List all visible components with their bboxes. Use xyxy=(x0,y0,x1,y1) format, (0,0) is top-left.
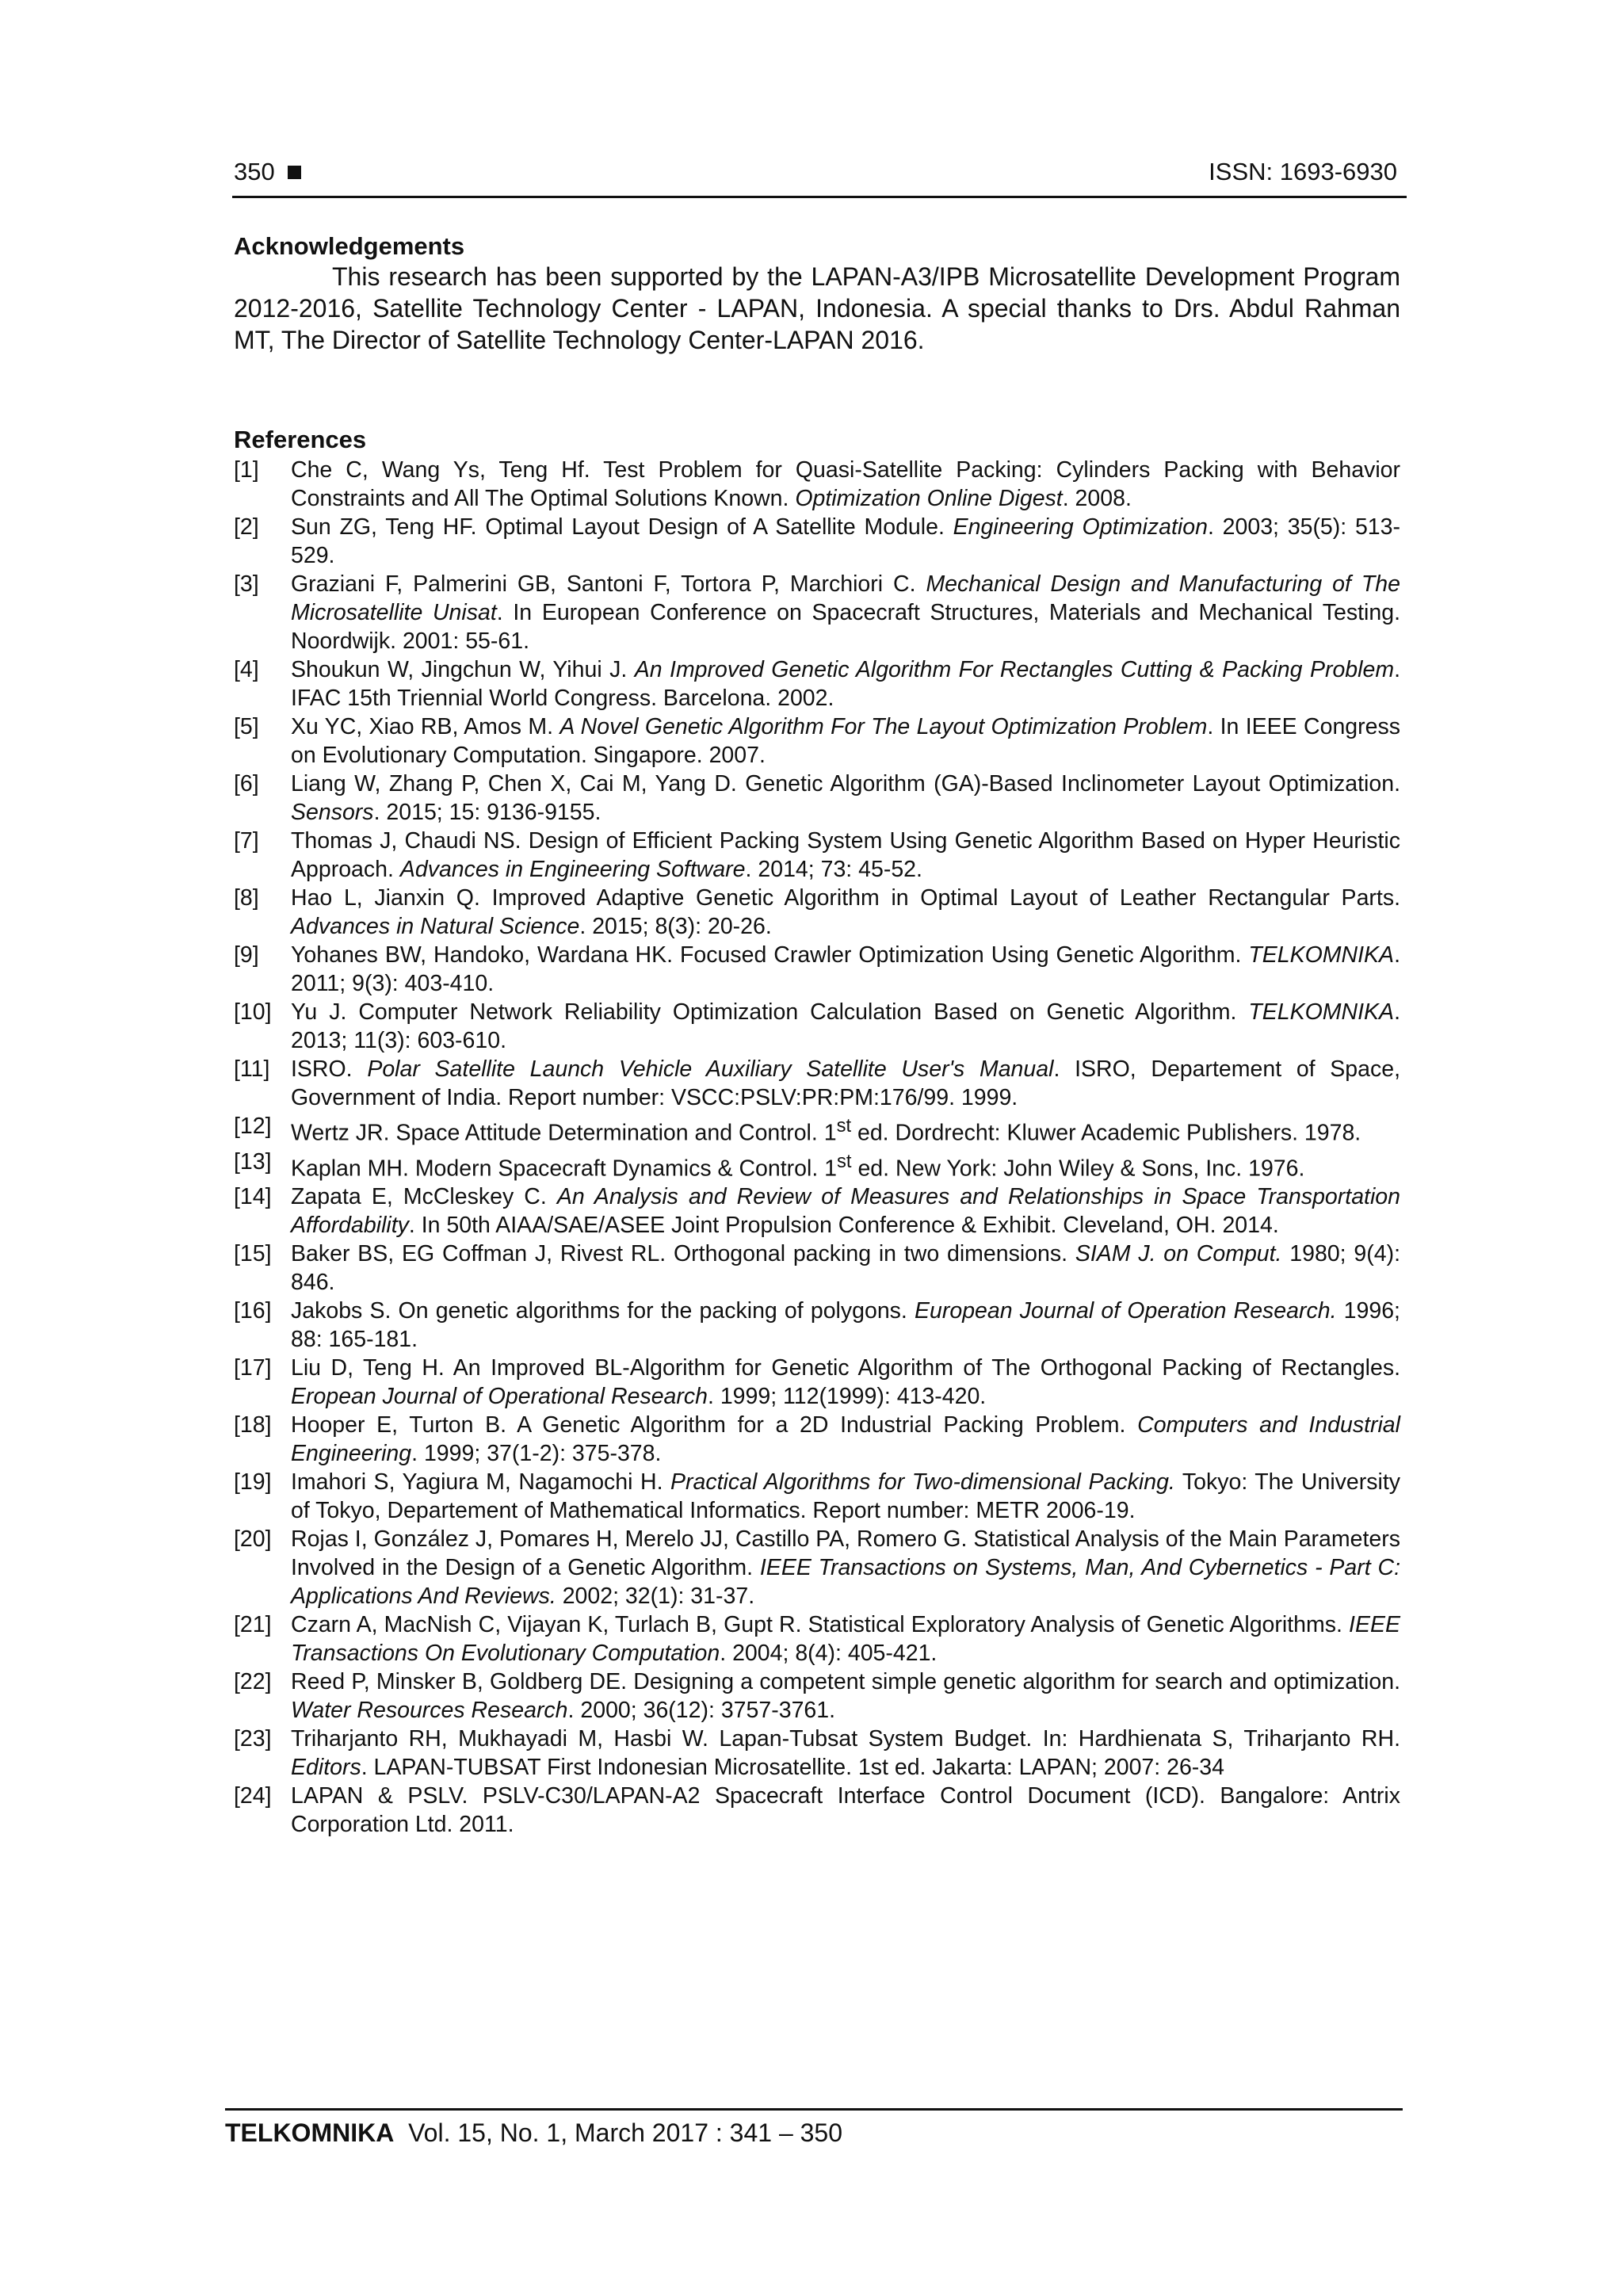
reference-item xyxy=(234,513,1400,570)
reference-italic-text: A Novel Genetic Algorithm For The Layout Optimization Problem xyxy=(559,714,1208,739)
reference-item xyxy=(234,884,1400,941)
reference-italic-text: Sensors xyxy=(291,800,374,825)
reference-item xyxy=(234,655,1400,712)
acknowledgements-heading: Acknowledgements xyxy=(234,232,465,260)
reference-item xyxy=(234,1112,1400,1148)
page-number-text: 350 xyxy=(234,158,275,185)
reference-item xyxy=(234,1055,1400,1112)
reference-text: . 2015; 15: 9136-9155. xyxy=(373,800,601,825)
footer-citation: Vol. 15, No. 1, March 2017 : 341 – 350 xyxy=(408,2118,843,2147)
reference-number: [14] xyxy=(234,1184,272,1209)
reference-item xyxy=(234,770,1400,827)
page-header xyxy=(232,155,1407,198)
reference-item xyxy=(234,1148,1400,1183)
reference-superscript: st xyxy=(837,1150,852,1172)
reference-italic-text: Editors xyxy=(291,1755,361,1780)
reference-number: [10] xyxy=(234,999,272,1025)
reference-text: Wertz JR. Space Attitude Determination and Control. 1 xyxy=(291,1120,837,1146)
reference-italic-text: IEEE Transactions on Systems, Man, And Cybernetics - Part C: Applications And Reviews. xyxy=(291,1555,1400,1609)
reference-text: . In IEEE Congress on Evolutionary Computation. Singapore. 2007. xyxy=(291,714,1400,768)
reference-text: Kaplan MH. Modern Spacecraft Dynamics & Control. 1 xyxy=(291,1156,838,1181)
reference-text: 1980; 9(4): 846. xyxy=(291,1241,1400,1295)
reference-number: [19] xyxy=(234,1469,272,1495)
reference-italic-text: Mechanical Design and Manufacturing of The Microsatellite Unisat xyxy=(291,571,1400,625)
reference-number: [22] xyxy=(234,1669,272,1694)
reference-italic-text: Advances in Engineering Software xyxy=(399,857,746,882)
reference-item xyxy=(234,998,1400,1055)
reference-item xyxy=(234,712,1400,770)
reference-text: . 2003; 35(5): 513-529. xyxy=(291,514,1401,568)
reference-item xyxy=(234,1610,1400,1668)
reference-text: . 2011; 9(3): 403-410. xyxy=(291,942,1400,996)
reference-item xyxy=(234,1354,1400,1411)
reference-text: . 1999; 112(1999): 413-420. xyxy=(707,1384,987,1409)
reference-text: 1996; 88: 165-181. xyxy=(291,1298,1400,1352)
reference-italic-text: IEEE Transactions On Evolutionary Computation xyxy=(291,1612,1400,1666)
reference-number: [9] xyxy=(234,942,259,968)
reference-text: . 2013; 11(3): 603-610. xyxy=(291,999,1400,1053)
reference-number: [6] xyxy=(234,771,259,797)
references-list xyxy=(234,456,1400,1839)
footer-journal-name: TELKOMNIKA xyxy=(225,2118,395,2147)
reference-italic-text: Advances in Natural Science xyxy=(291,914,580,939)
reference-number: [2] xyxy=(234,514,259,540)
reference-number: [12] xyxy=(234,1114,272,1139)
reference-text: . 2015; 8(3): 20-26. xyxy=(579,914,772,939)
reference-item xyxy=(234,1525,1400,1610)
reference-number: [4] xyxy=(234,657,259,682)
reference-text: Shoukun W, Jingchun W, Yihui J. xyxy=(291,657,635,682)
reference-superscript: st xyxy=(836,1115,852,1137)
reference-text: Che C, Wang Ys, Teng Hf. Test Problem for Quasi-Satellite Packing: Cylinders Packing with Behavior Constraints and All The Optimal Solutions Known. xyxy=(291,457,1400,511)
reference-number: [11] xyxy=(234,1056,270,1082)
reference-text: Jakobs S. On genetic algorithms for the packing of polygons. xyxy=(291,1298,915,1324)
reference-text: Tokyo: The University of Tokyo, Departement of Mathematical Informatics. Report number: METR 2006-19. xyxy=(291,1469,1400,1523)
reference-italic-text: Practical Algorithms for Two-dimensional Packing. xyxy=(670,1469,1175,1495)
issn-label: ISSN: 1693-6930 xyxy=(1209,158,1397,185)
reference-item xyxy=(234,827,1400,884)
reference-italic-text: European Journal of Operation Research. xyxy=(915,1298,1337,1324)
reference-text: Hooper E, Turton B. A Genetic Algorithm for a 2D Industrial Packing Problem. xyxy=(291,1412,1138,1438)
reference-item xyxy=(234,1182,1400,1240)
reference-item xyxy=(234,1297,1400,1354)
reference-number: [1] xyxy=(234,457,259,483)
reference-text: ed. New York: John Wiley & Sons, Inc. 1976. xyxy=(851,1156,1305,1181)
reference-number: [3] xyxy=(234,571,259,597)
reference-text: Liang W, Zhang P, Chen X, Cai M, Yang D. Genetic Algorithm (GA)-Based Inclinometer Layout Optimization. xyxy=(291,771,1400,797)
reference-text: . LAPAN-TUBSAT First Indonesian Microsatellite. 1st ed. Jakarta: LAPAN; 2007: 26-34 xyxy=(361,1755,1224,1780)
reference-text: ISRO. xyxy=(291,1056,368,1082)
reference-number: [18] xyxy=(234,1412,272,1438)
reference-text: . In European Conference on Spacecraft Structures, Materials and Mechanical Testing. Noordwijk. 2001: 55-61. xyxy=(291,600,1400,654)
reference-italic-text: Computers and Industrial Engineering xyxy=(291,1412,1400,1466)
reference-number: [24] xyxy=(234,1783,272,1809)
reference-italic-text: An Analysis and Review of Measures and Relationships in Space Transportation Affordability xyxy=(291,1184,1400,1238)
reference-number: [17] xyxy=(234,1355,272,1381)
reference-text: Thomas J, Chaudi NS. Design of Efficient Packing System Using Genetic Algorithm Based on Hyper Heuristic Approach. xyxy=(291,828,1400,882)
reference-italic-text: An Improved Genetic Algorithm For Rectangles Cutting & Packing Problem xyxy=(634,657,1395,682)
reference-italic-text: TELKOMNIKA xyxy=(1248,999,1395,1025)
references-heading: References xyxy=(234,426,367,453)
reference-number: [21] xyxy=(234,1612,272,1637)
reference-text: ed. Dordrecht: Kluwer Academic Publishers. 1978. xyxy=(851,1120,1361,1146)
reference-text: Reed P, Minsker B, Goldberg DE. Designing a competent simple genetic algorithm for search and optimization. xyxy=(291,1669,1400,1694)
reference-item xyxy=(234,941,1400,998)
reference-italic-text: TELKOMNIKA xyxy=(1248,942,1395,968)
page-number xyxy=(234,158,301,186)
acknowledgements-section xyxy=(234,232,1400,356)
reference-text: Graziani F, Palmerini GB, Santoni F, Tortora P, Marchiori C. xyxy=(291,571,926,597)
reference-text: . ISRO, Departement of Space, Government of India. Report number: VSCC:PSLV:PR:PM:176/99. 1999. xyxy=(291,1056,1401,1110)
reference-text: Yohanes BW, Handoko, Wardana HK. Focused Crawler Optimization Using Genetic Algorithm. xyxy=(291,942,1249,968)
reference-text: Triharjanto RH, Mukhayadi M, Hasbi W. Lapan-Tubsat System Budget. In: Hardhienata S, Triharjanto RH. xyxy=(291,1726,1400,1752)
reference-item xyxy=(234,570,1400,655)
reference-text: Baker BS, EG Coffman J, Rivest RL. Orthogonal packing in two dimensions. xyxy=(291,1241,1075,1266)
reference-text: . 2014; 73: 45-52. xyxy=(745,857,922,882)
reference-item xyxy=(234,456,1400,513)
reference-italic-text: Water Resources Research xyxy=(291,1698,568,1723)
reference-text: 2002; 32(1): 31-37. xyxy=(556,1584,755,1609)
reference-text: Zapata E, McCleskey C. xyxy=(291,1184,557,1209)
reference-number: [23] xyxy=(234,1726,272,1752)
reference-text: Liu D, Teng H. An Improved BL-Algorithm for Genetic Algorithm of The Orthogonal Packing of Rectangles. xyxy=(291,1355,1400,1381)
reference-text: . 1999; 37(1-2): 375-378. xyxy=(411,1441,662,1466)
reference-italic-text: Optimization Online Digest xyxy=(795,486,1063,511)
reference-text: LAPAN & PSLV. PSLV-C30/LAPAN-A2 Spacecraft Interface Control Document (ICD). Bangalore: Antrix Corporation Ltd. 2011. xyxy=(291,1783,1400,1837)
reference-text: Sun ZG, Teng HF. Optimal Layout Design of A Satellite Module. xyxy=(291,514,953,540)
reference-text: . IFAC 15th Triennial World Congress. Barcelona. 2002. xyxy=(291,657,1400,711)
reference-number: [7] xyxy=(234,828,259,854)
reference-number: [13] xyxy=(234,1148,272,1175)
page-footer xyxy=(225,2108,1403,2148)
reference-number: [8] xyxy=(234,885,259,911)
reference-italic-text: Eropean Journal of Operational Research xyxy=(291,1384,708,1409)
reference-item xyxy=(234,1411,1400,1468)
reference-italic-text: Engineering Optimization xyxy=(953,514,1208,540)
reference-text: . 2004; 8(4): 405-421. xyxy=(720,1641,938,1666)
reference-number: [5] xyxy=(234,714,259,739)
reference-italic-text: Polar Satellite Launch Vehicle Auxiliary Satellite User's Manual xyxy=(367,1056,1054,1082)
reference-item xyxy=(234,1668,1400,1725)
acknowledgements-text: This research has been supported by the LAPAN-A3/IPB Microsatellite Development Program 2012-2016, Satellite Technology Center - LAPAN, Indonesia. A special thanks to Drs. Abdul Rahman MT, The Director of Satellite Technology Center-LAPAN 2016. xyxy=(234,262,1400,354)
reference-number: [16] xyxy=(234,1298,272,1324)
reference-item xyxy=(234,1725,1400,1782)
reference-item xyxy=(234,1240,1400,1297)
reference-item xyxy=(234,1782,1400,1839)
reference-text: Yu J. Computer Network Reliability Optimization Calculation Based on Genetic Algorithm. xyxy=(291,999,1249,1025)
reference-italic-text: SIAM J. on Comput. xyxy=(1075,1241,1282,1266)
reference-number: [15] xyxy=(234,1241,272,1266)
reference-text: Xu YC, Xiao RB, Amos M. xyxy=(291,714,560,739)
page-content xyxy=(234,232,1400,1839)
reference-text: Rojas I, González J, Pomares H, Merelo JJ, Castillo PA, Romero G. Statistical Analysis of the Main Parameters Involved in the Design of a Genetic Algorithm. xyxy=(291,1526,1400,1580)
reference-text: Czarn A, MacNish C, Vijayan K, Turlach B, Gupt R. Statistical Exploratory Analysis of Genetic Algorithms. xyxy=(291,1612,1350,1637)
reference-item xyxy=(234,1468,1400,1525)
reference-text: . 2000; 36(12): 3757-3761. xyxy=(567,1698,836,1723)
reference-text: Imahori S, Yagiura M, Nagamochi H. xyxy=(291,1469,671,1495)
reference-text: . 2008. xyxy=(1062,486,1132,511)
references-section xyxy=(234,426,1400,1839)
square-bullet-icon xyxy=(288,166,301,179)
reference-text: Hao L, Jianxin Q. Improved Adaptive Genetic Algorithm in Optimal Layout of Leather Rectangular Parts. xyxy=(291,885,1400,911)
reference-text: . In 50th AIAA/SAE/ASEE Joint Propulsion Conference & Exhibit. Cleveland, OH. 2014. xyxy=(408,1213,1279,1238)
reference-number: [20] xyxy=(234,1526,272,1552)
